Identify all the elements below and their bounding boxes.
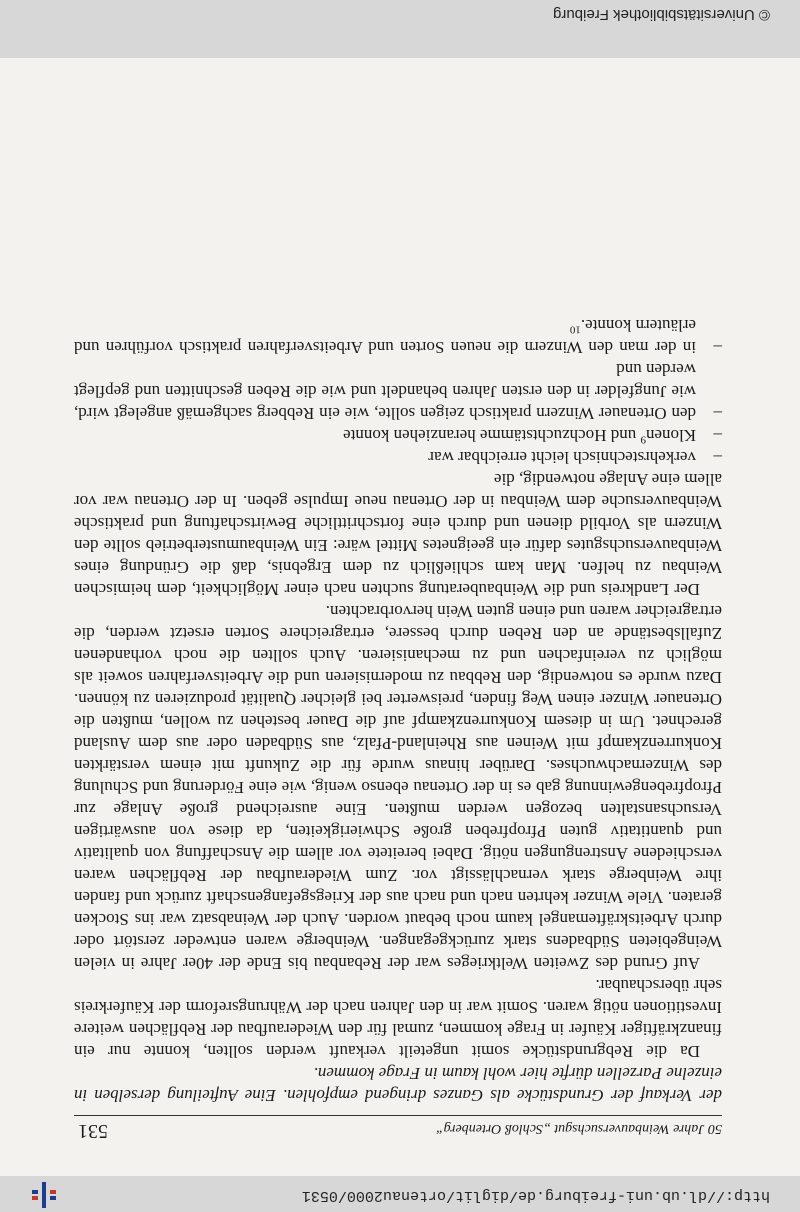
- footnote-marker[interactable]: 9: [640, 433, 646, 446]
- list-item: – den Ortenauer Winzern praktisch zeigen sollte, wie ein Rebberg sachgemäß angelegt wird, wie Jungfelder in den ersten Jahren behandelt und wie die Reben geschnitten und gepflegt werden und: [74, 358, 722, 424]
- body-text: [74, 314, 722, 1106]
- list-item: – verkehrstechnisch leicht erreichbar war: [74, 446, 722, 468]
- running-head-text: 50 Jahre Weinbauversuchsgut „Schloß Ortenberg“: [435, 1121, 722, 1136]
- footnote-marker[interactable]: 10: [569, 323, 581, 336]
- page-number: 531: [78, 1120, 108, 1142]
- copyright-notice-top: © Universitätsbibliothek Freiburg: [553, 6, 770, 23]
- paragraph: Der Landkreis und die Weinbauberatung suchten nach einer Möglichkeit, dem heimischen Weinbau zu helfen. Man kam schließlich zu dem Ergebnis, daß die Gründung eines Weinbauversuchsgutes dafür ein geeignetes Mittel wäre: Ein Weinbaumusterbetrieb sollte den Winzern als Vorbild dienen und durch eine fortschrittliche Bewirtschaftung und praktische Weinbauversuche dem Weinbau in der Ortenau neue Impulse geben. In der Ortenau war vor allem eine Anlage notwendig, die: [74, 470, 722, 599]
- paragraph: Auf Grund des Zweiten Weltkrieges war der Rebanbau bis Ende der 40er Jahre in vielen Weingebieten Südbadens stark zurückgegangen. Weinberge waren entweder zerstört oder durch Arbeitskräftemangel kaum noch bebaut worden. Auch der Weinabsatz war ins Stocken geraten. Viele Winzer kehrten nach und nach aus der Kriegsgefangenschaft zurück und fanden ihre Weinberge stark vernachlässigt vor. Zum Wiederaufbau der Rebflächen waren verschiedene Anstrengungen nötig. Dabei bereitete vor allem die Anschaffung von qualitativ und quantitativ guten Pfropfreben große Schwierigkeiten, da diese von auswärtigen Versuchsanstalten bezogen werden mußten. Eine ausreichend große Anlage zur Pfropfrebengewinnung gab es in der Ortenau ebenso wenig, wie eine Förderung und Schulung des Winzernachwuchses. Darüber hinaus wurde für die Zukunft mit einem verstärkten Konkurrenzkampf mit Weinen aus Rheinland-Pfalz, aus Südbaden oder aus dem Ausland gerechnet. Um in diesem Konkurrenzkampf auf die Dauer bestehen zu wollen, mußten die Ortenauer Winzer einen Weg finden, preiswerter bei gleicher Qualität produzieren zu können. Dazu wurde es notwendig, den Rebbau zu modernisieren und die Arbeitsverfahren soweit als möglich zu vereinfachen und zu mechanisieren. Auch sollten die noch vorhandenen Zufallsbestände an den Reben durch bessere, ertragreichere Sorten ersetzt werden, die ertragreicher waren und einen guten Wein hervorbrachten.: [74, 602, 722, 973]
- list-item: – in der man den Winzern die neuen Sorten und Arbeitsverfahren praktisch vorführen und erläutern konnte.$^{10}$: [74, 314, 722, 358]
- viewer-top-bar: [0, 1176, 800, 1212]
- ub-freiburg-logo-icon: [28, 1182, 58, 1208]
- list-item: – Klonen$^9$ und Hochzuchtstämme heranziehen konnte: [74, 424, 722, 446]
- paragraph: der Verkauf der Grundstücke als Ganzes dringend empfohlen. Eine Aufteilung derselben in einzelne Parzellen dürfte hier wohl kaum in Frage kommen.: [74, 1064, 722, 1105]
- requirements-list: [74, 314, 722, 468]
- page-url[interactable]: http://dl.ub.uni-freiburg.de/diglit/ortenau2000/0531: [301, 1187, 770, 1204]
- running-head: [74, 1115, 722, 1136]
- paragraph: Da die Rebgrundstücke somit ungeteilt verkauft werden sollten, konnte nur ein finanzkräftiger Käufer in Frage kommen, zumal für den Wiederaufbau der Rebflächen weitere Investitionen nötig waren. Somit war in den Jahren nach der Währungsreform der Käuferkreis sehr überschaubar.: [74, 976, 722, 1061]
- viewer-bottom-bar: [0, 0, 800, 58]
